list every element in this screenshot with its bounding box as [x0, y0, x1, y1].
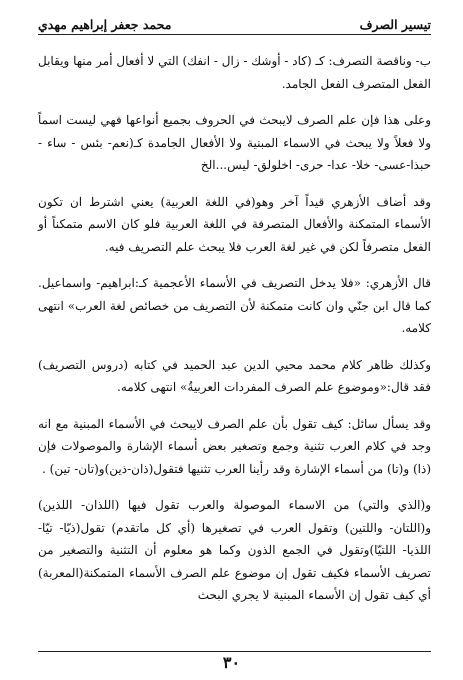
author-name: محمد جعفر إبراهيم مهدي	[38, 17, 172, 32]
paragraph-6: وقد يسأل سائل: كيف تقول بأن علم الصرف لايبحث في الأسماء المبنية مع انه وجد في كلام العرب تثنية وجمع وتصغير بعض أسماء الإشارة والموصولات فإن (ذا) و(تا) من أسماء الإشارة وقد رأينا العرب تثنيها فتقول(ذان-ذين)و(تان- تين) .	[38, 416, 431, 476]
book-title: تيسير الصرف	[359, 17, 431, 32]
paragraph-2: وعلى هذا فإن علم الصرف لايبحث في الحروف بجميع أنواعها فهي ليست اسماً ولا فعلاً ولا يبحث في الاسماء المبنية ولا الأفعال الجامدة كـ(نعم- بئس - ساء - حبذا-عسى- خلا- عدا- حرى- اخلولق- ليس...الخ	[38, 113, 431, 172]
footer-divider	[38, 651, 431, 652]
page-number: ٣٠	[222, 653, 241, 672]
paragraph-1: ب- وناقصة التصرف: كـ (كاد - أوشك - زال - انفك) التي لا أفعال أمر منها ويقابل الفعل المتصرف الفعل الجامد.	[38, 54, 431, 91]
paragraph-7: و(الذي والتي) من الاسماء الموصولة والعرب تقول فيها (اللذان- اللذين) و(اللتان- واللتين) وتقول العرب في تصغيرها (أي كل ماتقدم) تقول(ذيّا- تيّا- اللذيا- اللتيّا)وتقول في الجمع الذون وكما هو معلوم أن التثنية والتصغير من تصريف الأسماء فكيف تقول إن موضوع علم الصرف الأسماء المتمكنة(المعربة) أي كيف تقول إن الأسماء المبنية لا يجري البحث	[38, 498, 431, 602]
paragraph-3: وقد أضاف الأزهري قيداً آخر وهو(في اللغة العربية) يعني اشترط ان تكون الأسماء المتمكنة والأفعال المتصرفة في اللغة العربية فلو كان الاسم متمكناً أو الفعل متصرفاً لكن في غير لغة العرب فلا يبحث علم التصريف فيه.	[38, 194, 431, 254]
page-body	[38, 50, 431, 621]
paragraph-4: قال الأزهري: «فلا يدخل التصريف في الأسماء الأعجمية كـ:ابراهيم- واسماعيل. كما قال ابن جنّي وان كانت متمكنة لأن التصريف من خصائص لغة العرب» انتهى كلامه.	[38, 276, 431, 335]
running-header	[38, 6, 431, 32]
paragraph-5: وكذلك ظاهر كلام محمد محيي الدين عبد الحميد في كتابه (دروس التصريف) فقد قال:«وموضوع علم الصرف المفردات العربيةُ» انتهى كلامه.	[38, 357, 431, 394]
header-divider	[38, 34, 431, 35]
